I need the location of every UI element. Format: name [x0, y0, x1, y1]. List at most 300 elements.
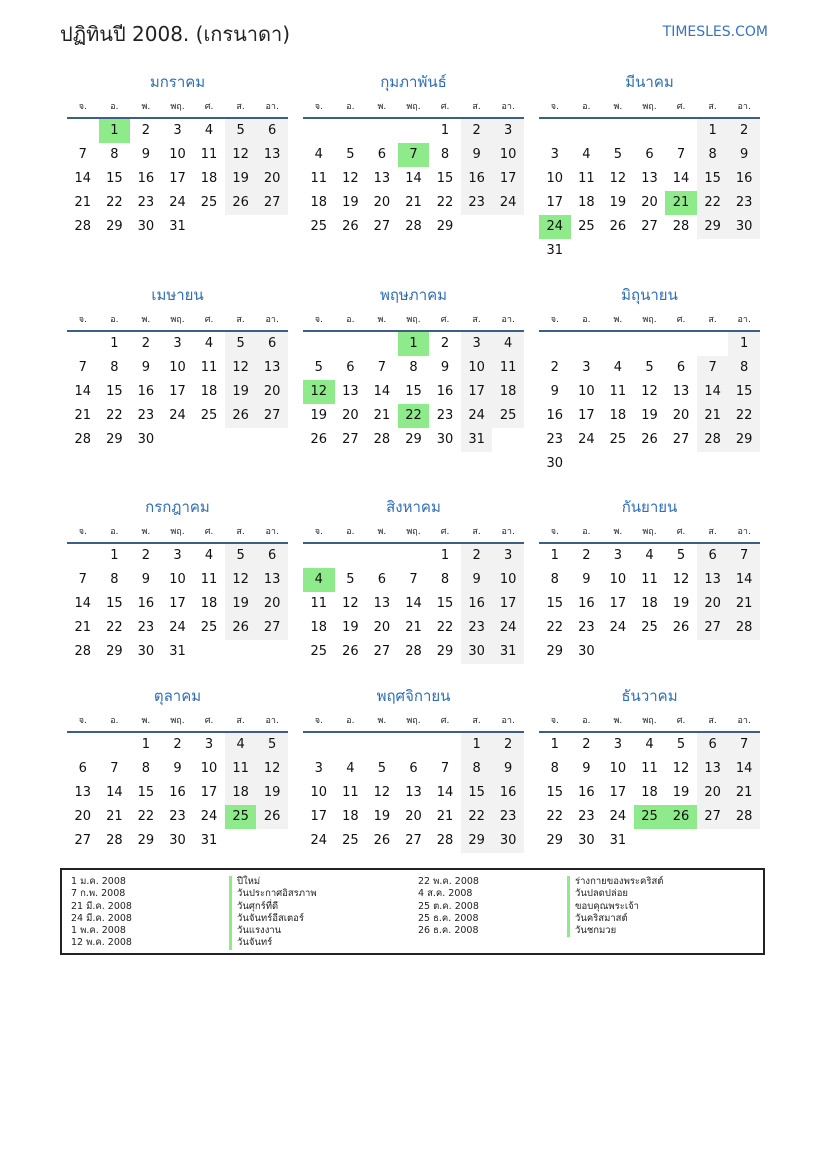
day-cell[interactable]: 14 — [74, 384, 92, 399]
day-cell[interactable]: 3 — [492, 119, 524, 143]
day-cell[interactable]: 1 — [141, 737, 151, 752]
day-cell[interactable]: 7 — [728, 544, 760, 568]
day-cell[interactable]: 26 — [225, 404, 257, 428]
day-cell[interactable]: 13 — [74, 785, 92, 800]
day-cell[interactable]: 14 — [373, 384, 391, 399]
day-cell[interactable]: 19 — [641, 408, 658, 423]
day-cell[interactable]: 14 — [672, 171, 690, 186]
day-cell[interactable]: 19 — [256, 781, 288, 805]
day-cell[interactable]: 23 — [728, 191, 760, 215]
day-cell[interactable]: 28 — [672, 219, 690, 234]
day-cell[interactable]: 12 — [225, 568, 257, 592]
day-cell[interactable]: 12 — [373, 785, 391, 800]
day-cell[interactable]: 6 — [377, 147, 387, 162]
day-cell[interactable]: 1 — [461, 733, 493, 757]
day-cell[interactable]: 8 — [728, 356, 760, 380]
day-cell[interactable]: 20 — [641, 195, 658, 210]
day-cell[interactable]: 2 — [173, 737, 182, 752]
day-cell[interactable]: 16 — [169, 785, 186, 800]
day-cell[interactable]: 13 — [373, 596, 391, 611]
day-cell[interactable]: 2 — [440, 336, 450, 351]
day-cell[interactable]: 3 — [173, 548, 182, 563]
day-cell[interactable]: 28 — [436, 833, 454, 848]
day-cell[interactable]: 9 — [141, 572, 151, 587]
day-cell[interactable]: 2 — [461, 119, 493, 143]
day-cell[interactable]: 20 — [697, 592, 729, 616]
day-cell[interactable]: 16 — [436, 384, 454, 399]
day-cell[interactable]: 27 — [256, 616, 288, 640]
day-cell[interactable]: 10 — [169, 147, 186, 162]
day-cell[interactable]: 8 — [110, 572, 119, 587]
day-cell[interactable]: 21 — [697, 404, 729, 428]
day-cell[interactable]: 29 — [106, 432, 123, 447]
day-cell[interactable]: 6 — [645, 147, 654, 162]
day-cell[interactable]: 30 — [137, 219, 155, 234]
day-cell[interactable]: 7 — [440, 761, 450, 776]
day-cell[interactable]: 30 — [461, 640, 493, 664]
day-cell[interactable]: 9 — [492, 757, 524, 781]
day-cell[interactable]: 10 — [200, 761, 218, 776]
day-cell[interactable]: 14 — [74, 596, 92, 611]
day-cell[interactable]: 10 — [169, 572, 186, 587]
day-cell[interactable]: 4 — [613, 360, 623, 375]
day-cell[interactable]: 15 — [436, 171, 454, 186]
day-cell[interactable]: 19 — [225, 167, 257, 191]
day-cell[interactable]: 6 — [377, 572, 387, 587]
day-cell[interactable]: 7 — [409, 572, 418, 587]
day-cell[interactable]: 6 — [697, 733, 729, 757]
day-cell[interactable]: 23 — [137, 620, 155, 635]
day-cell[interactable]: 12 — [256, 757, 288, 781]
day-cell[interactable]: 20 — [256, 167, 288, 191]
day-cell[interactable]: 8 — [110, 360, 119, 375]
day-cell[interactable]: 2 — [728, 119, 760, 143]
day-cell[interactable]: 2 — [461, 544, 493, 568]
day-cell[interactable]: 1 — [99, 119, 131, 143]
day-cell[interactable]: 18 — [200, 171, 218, 186]
day-cell[interactable]: 2 — [141, 548, 151, 563]
day-cell[interactable]: 9 — [141, 147, 151, 162]
day-cell[interactable]: 5 — [346, 572, 355, 587]
day-cell[interactable]: 23 — [137, 195, 155, 210]
day-cell[interactable]: 2 — [582, 548, 591, 563]
day-cell[interactable]: 19 — [672, 785, 690, 800]
day-cell[interactable]: 10 — [169, 360, 186, 375]
day-cell[interactable]: 16 — [461, 592, 493, 616]
day-cell[interactable]: 27 — [697, 805, 729, 829]
day-cell[interactable]: 13 — [641, 171, 658, 186]
day-cell[interactable]: 9 — [173, 761, 182, 776]
day-cell[interactable]: 3 — [582, 360, 591, 375]
day-cell[interactable]: 11 — [641, 761, 658, 776]
day-cell[interactable]: 18 — [225, 781, 257, 805]
day-cell[interactable]: 13 — [256, 143, 288, 167]
day-cell[interactable]: 24 — [539, 215, 571, 239]
day-cell[interactable]: 22 — [436, 195, 454, 210]
day-cell[interactable]: 12 — [672, 761, 690, 776]
day-cell[interactable]: 3 — [613, 548, 623, 563]
day-cell[interactable]: 11 — [310, 171, 328, 186]
day-cell[interactable]: 22 — [728, 404, 760, 428]
day-cell[interactable]: 25 — [342, 833, 359, 848]
day-cell[interactable]: 22 — [106, 408, 123, 423]
day-cell[interactable]: 11 — [342, 785, 359, 800]
day-cell[interactable]: 12 — [641, 384, 658, 399]
day-cell[interactable]: 14 — [405, 171, 422, 186]
day-cell[interactable]: 16 — [137, 596, 155, 611]
day-cell[interactable]: 22 — [106, 195, 123, 210]
day-cell[interactable]: 25 — [200, 620, 218, 635]
day-cell[interactable]: 6 — [256, 544, 288, 568]
day-cell[interactable]: 8 — [550, 761, 559, 776]
day-cell[interactable]: 26 — [373, 833, 391, 848]
day-cell[interactable]: 27 — [373, 644, 391, 659]
day-cell[interactable]: 29 — [106, 644, 123, 659]
day-cell[interactable]: 15 — [436, 596, 454, 611]
day-cell[interactable]: 8 — [550, 572, 559, 587]
day-cell[interactable]: 17 — [492, 167, 524, 191]
day-cell[interactable]: 3 — [613, 737, 623, 752]
day-cell[interactable]: 22 — [436, 620, 454, 635]
day-cell[interactable]: 29 — [546, 833, 564, 848]
day-cell[interactable]: 25 — [310, 219, 328, 234]
day-cell[interactable]: 29 — [106, 219, 123, 234]
day-cell[interactable]: 24 — [492, 191, 524, 215]
day-cell[interactable]: 1 — [440, 548, 450, 563]
day-cell[interactable]: 17 — [492, 592, 524, 616]
day-cell[interactable]: 11 — [200, 147, 218, 162]
day-cell[interactable]: 9 — [728, 143, 760, 167]
day-cell[interactable]: 4 — [346, 761, 355, 776]
day-cell[interactable]: 5 — [377, 761, 387, 776]
day-cell[interactable]: 17 — [169, 384, 186, 399]
day-cell[interactable]: 26 — [672, 620, 690, 635]
day-cell[interactable]: 28 — [405, 644, 422, 659]
day-cell[interactable]: 1 — [550, 548, 559, 563]
day-cell[interactable]: 21 — [728, 592, 760, 616]
day-cell[interactable]: 15 — [106, 384, 123, 399]
day-cell[interactable]: 10 — [310, 785, 328, 800]
day-cell[interactable]: 19 — [672, 596, 690, 611]
day-cell[interactable]: 21 — [405, 620, 422, 635]
day-cell[interactable]: 13 — [672, 384, 690, 399]
day-cell[interactable]: 22 — [546, 620, 564, 635]
day-cell[interactable]: 6 — [346, 360, 355, 375]
day-cell[interactable]: 5 — [225, 119, 257, 143]
day-cell[interactable]: 27 — [256, 404, 288, 428]
day-cell[interactable]: 18 — [492, 380, 524, 404]
day-cell[interactable]: 1 — [697, 119, 729, 143]
day-cell[interactable]: 6 — [409, 761, 418, 776]
day-cell[interactable]: 10 — [492, 143, 524, 167]
day-cell[interactable]: 30 — [578, 833, 595, 848]
day-cell[interactable]: 17 — [200, 785, 218, 800]
day-cell[interactable]: 8 — [141, 761, 151, 776]
day-cell[interactable]: 20 — [256, 380, 288, 404]
day-cell[interactable]: 7 — [697, 356, 729, 380]
day-cell[interactable]: 1 — [728, 332, 760, 356]
day-cell[interactable]: 11 — [200, 360, 218, 375]
day-cell[interactable]: 6 — [697, 544, 729, 568]
day-cell[interactable]: 26 — [225, 616, 257, 640]
day-cell[interactable]: 15 — [546, 785, 564, 800]
day-cell[interactable]: 27 — [672, 432, 690, 447]
day-cell[interactable]: 8 — [110, 147, 119, 162]
day-cell[interactable]: 30 — [137, 644, 155, 659]
day-cell[interactable]: 23 — [137, 408, 155, 423]
day-cell[interactable]: 15 — [137, 785, 155, 800]
day-cell[interactable]: 23 — [578, 809, 595, 824]
day-cell[interactable]: 12 — [303, 380, 335, 404]
day-cell[interactable]: 29 — [546, 644, 564, 659]
day-cell[interactable]: 11 — [641, 572, 658, 587]
day-cell[interactable]: 7 — [78, 572, 87, 587]
day-cell[interactable]: 22 — [461, 805, 493, 829]
day-cell[interactable]: 17 — [169, 596, 186, 611]
day-cell[interactable]: 17 — [609, 596, 627, 611]
day-cell[interactable]: 9 — [582, 761, 591, 776]
day-cell[interactable]: 4 — [314, 147, 323, 162]
day-cell[interactable]: 3 — [173, 336, 182, 351]
day-cell[interactable]: 4 — [645, 548, 654, 563]
day-cell[interactable]: 7 — [398, 143, 430, 167]
day-cell[interactable]: 4 — [303, 568, 335, 592]
day-cell[interactable]: 30 — [578, 644, 595, 659]
day-cell[interactable]: 16 — [728, 167, 760, 191]
day-cell[interactable]: 12 — [342, 596, 359, 611]
day-cell[interactable]: 24 — [169, 620, 186, 635]
day-cell[interactable]: 28 — [74, 432, 92, 447]
day-cell[interactable]: 29 — [405, 432, 422, 447]
day-cell[interactable]: 25 — [225, 805, 257, 829]
day-cell[interactable]: 12 — [609, 171, 627, 186]
day-cell[interactable]: 20 — [405, 809, 422, 824]
day-cell[interactable]: 17 — [578, 408, 595, 423]
day-cell[interactable]: 21 — [436, 809, 454, 824]
day-cell[interactable]: 25 — [200, 195, 218, 210]
day-cell[interactable]: 31 — [169, 644, 186, 659]
day-cell[interactable]: 3 — [173, 123, 182, 138]
day-cell[interactable]: 4 — [492, 332, 524, 356]
day-cell[interactable]: 22 — [398, 404, 430, 428]
day-cell[interactable]: 6 — [256, 332, 288, 356]
day-cell[interactable]: 2 — [141, 123, 151, 138]
day-cell[interactable]: 7 — [110, 761, 119, 776]
day-cell[interactable]: 20 — [697, 781, 729, 805]
day-cell[interactable]: 19 — [373, 809, 391, 824]
day-cell[interactable]: 3 — [550, 147, 559, 162]
day-cell[interactable]: 26 — [256, 805, 288, 829]
day-cell[interactable]: 12 — [225, 143, 257, 167]
day-cell[interactable]: 24 — [578, 432, 595, 447]
day-cell[interactable]: 16 — [492, 781, 524, 805]
day-cell[interactable]: 15 — [546, 596, 564, 611]
day-cell[interactable]: 4 — [204, 336, 214, 351]
day-cell[interactable]: 24 — [200, 809, 218, 824]
day-cell[interactable]: 4 — [225, 733, 257, 757]
day-cell[interactable]: 4 — [582, 147, 591, 162]
day-cell[interactable]: 2 — [492, 733, 524, 757]
day-cell[interactable]: 12 — [342, 171, 359, 186]
day-cell[interactable]: 19 — [342, 195, 359, 210]
day-cell[interactable]: 23 — [492, 805, 524, 829]
day-cell[interactable]: 16 — [546, 408, 564, 423]
day-cell[interactable]: 19 — [225, 592, 257, 616]
day-cell[interactable]: 27 — [405, 833, 422, 848]
day-cell[interactable]: 20 — [74, 809, 92, 824]
day-cell[interactable]: 15 — [106, 171, 123, 186]
day-cell[interactable]: 1 — [398, 332, 430, 356]
day-cell[interactable]: 20 — [672, 408, 690, 423]
day-cell[interactable]: 5 — [645, 360, 654, 375]
day-cell[interactable]: 30 — [137, 432, 155, 447]
day-cell[interactable]: 11 — [609, 384, 627, 399]
day-cell[interactable]: 9 — [141, 360, 151, 375]
day-cell[interactable]: 27 — [256, 191, 288, 215]
day-cell[interactable]: 11 — [492, 356, 524, 380]
day-cell[interactable]: 23 — [461, 191, 493, 215]
day-cell[interactable]: 26 — [342, 644, 359, 659]
day-cell[interactable]: 19 — [342, 620, 359, 635]
day-cell[interactable]: 1 — [110, 336, 119, 351]
day-cell[interactable]: 29 — [436, 644, 454, 659]
day-cell[interactable]: 24 — [169, 408, 186, 423]
day-cell[interactable]: 4 — [645, 737, 654, 752]
day-cell[interactable]: 4 — [204, 548, 214, 563]
day-cell[interactable]: 8 — [409, 360, 418, 375]
day-cell[interactable]: 21 — [106, 809, 123, 824]
day-cell[interactable]: 8 — [697, 143, 729, 167]
day-cell[interactable]: 27 — [697, 616, 729, 640]
day-cell[interactable]: 10 — [546, 171, 564, 186]
day-cell[interactable]: 26 — [310, 432, 328, 447]
day-cell[interactable]: 23 — [169, 809, 186, 824]
day-cell[interactable]: 19 — [609, 195, 627, 210]
day-cell[interactable]: 13 — [256, 356, 288, 380]
day-cell[interactable]: 12 — [225, 356, 257, 380]
day-cell[interactable]: 7 — [78, 360, 87, 375]
day-cell[interactable]: 1 — [550, 737, 559, 752]
day-cell[interactable]: 30 — [169, 833, 186, 848]
day-cell[interactable]: 25 — [310, 644, 328, 659]
day-cell[interactable]: 7 — [728, 733, 760, 757]
day-cell[interactable]: 24 — [492, 616, 524, 640]
day-cell[interactable]: 10 — [492, 568, 524, 592]
day-cell[interactable]: 27 — [373, 219, 391, 234]
day-cell[interactable]: 9 — [582, 572, 591, 587]
day-cell[interactable]: 17 — [169, 171, 186, 186]
day-cell[interactable]: 18 — [310, 195, 328, 210]
day-cell[interactable]: 18 — [578, 195, 595, 210]
day-cell[interactable]: 13 — [697, 568, 729, 592]
day-cell[interactable]: 10 — [609, 761, 627, 776]
day-cell[interactable]: 2 — [582, 737, 591, 752]
day-cell[interactable]: 4 — [204, 123, 214, 138]
day-cell[interactable]: 25 — [578, 219, 595, 234]
day-cell[interactable]: 18 — [641, 785, 658, 800]
day-cell[interactable]: 3 — [314, 761, 323, 776]
day-cell[interactable]: 28 — [74, 219, 92, 234]
day-cell[interactable]: 15 — [697, 167, 729, 191]
day-cell[interactable]: 14 — [74, 171, 92, 186]
day-cell[interactable]: 10 — [609, 572, 627, 587]
day-cell[interactable]: 19 — [310, 408, 328, 423]
day-cell[interactable]: 6 — [676, 360, 686, 375]
day-cell[interactable]: 13 — [373, 171, 391, 186]
day-cell[interactable]: 27 — [74, 833, 92, 848]
day-cell[interactable]: 29 — [728, 428, 760, 452]
day-cell[interactable]: 15 — [405, 384, 422, 399]
day-cell[interactable]: 25 — [609, 432, 627, 447]
day-cell[interactable]: 20 — [342, 408, 359, 423]
day-cell[interactable]: 26 — [342, 219, 359, 234]
day-cell[interactable]: 22 — [137, 809, 155, 824]
day-cell[interactable]: 5 — [676, 548, 686, 563]
day-cell[interactable]: 8 — [440, 572, 450, 587]
day-cell[interactable]: 16 — [137, 384, 155, 399]
day-cell[interactable]: 15 — [461, 781, 493, 805]
day-cell[interactable]: 23 — [578, 620, 595, 635]
day-cell[interactable]: 21 — [74, 195, 92, 210]
day-cell[interactable]: 29 — [461, 829, 493, 853]
day-cell[interactable]: 18 — [641, 596, 658, 611]
day-cell[interactable]: 21 — [373, 408, 391, 423]
day-cell[interactable]: 12 — [672, 572, 690, 587]
day-cell[interactable]: 14 — [106, 785, 123, 800]
day-cell[interactable]: 28 — [728, 616, 760, 640]
day-cell[interactable]: 10 — [461, 356, 493, 380]
day-cell[interactable]: 21 — [74, 408, 92, 423]
day-cell[interactable]: 29 — [137, 833, 155, 848]
day-cell[interactable]: 23 — [546, 432, 564, 447]
day-cell[interactable]: 28 — [697, 428, 729, 452]
day-cell[interactable]: 7 — [377, 360, 387, 375]
day-cell[interactable]: 24 — [310, 833, 328, 848]
day-cell[interactable]: 7 — [78, 147, 87, 162]
day-cell[interactable]: 25 — [641, 620, 658, 635]
day-cell[interactable]: 31 — [492, 640, 524, 664]
day-cell[interactable]: 13 — [342, 384, 359, 399]
day-cell[interactable]: 27 — [342, 432, 359, 447]
day-cell[interactable]: 14 — [728, 568, 760, 592]
day-cell[interactable]: 5 — [676, 737, 686, 752]
day-cell[interactable]: 26 — [225, 191, 257, 215]
day-cell[interactable]: 18 — [310, 620, 328, 635]
day-cell[interactable]: 30 — [436, 432, 454, 447]
day-cell[interactable]: 11 — [225, 757, 257, 781]
day-cell[interactable]: 8 — [461, 757, 493, 781]
day-cell[interactable]: 20 — [256, 592, 288, 616]
day-cell[interactable]: 13 — [256, 568, 288, 592]
day-cell[interactable]: 5 — [314, 360, 323, 375]
day-cell[interactable]: 1 — [110, 548, 119, 563]
day-cell[interactable]: 11 — [310, 596, 328, 611]
day-cell[interactable]: 2 — [141, 336, 151, 351]
day-cell[interactable]: 30 — [546, 456, 564, 471]
day-cell[interactable]: 24 — [461, 404, 493, 428]
day-cell[interactable]: 8 — [440, 147, 450, 162]
day-cell[interactable]: 16 — [578, 785, 595, 800]
day-cell[interactable]: 28 — [74, 644, 92, 659]
day-cell[interactable]: 29 — [697, 215, 729, 239]
day-cell[interactable]: 26 — [641, 432, 658, 447]
day-cell[interactable]: 21 — [74, 620, 92, 635]
day-cell[interactable]: 31 — [609, 833, 627, 848]
day-cell[interactable]: 27 — [641, 219, 658, 234]
day-cell[interactable]: 23 — [436, 408, 454, 423]
day-cell[interactable]: 18 — [342, 809, 359, 824]
day-cell[interactable]: 9 — [550, 384, 559, 399]
